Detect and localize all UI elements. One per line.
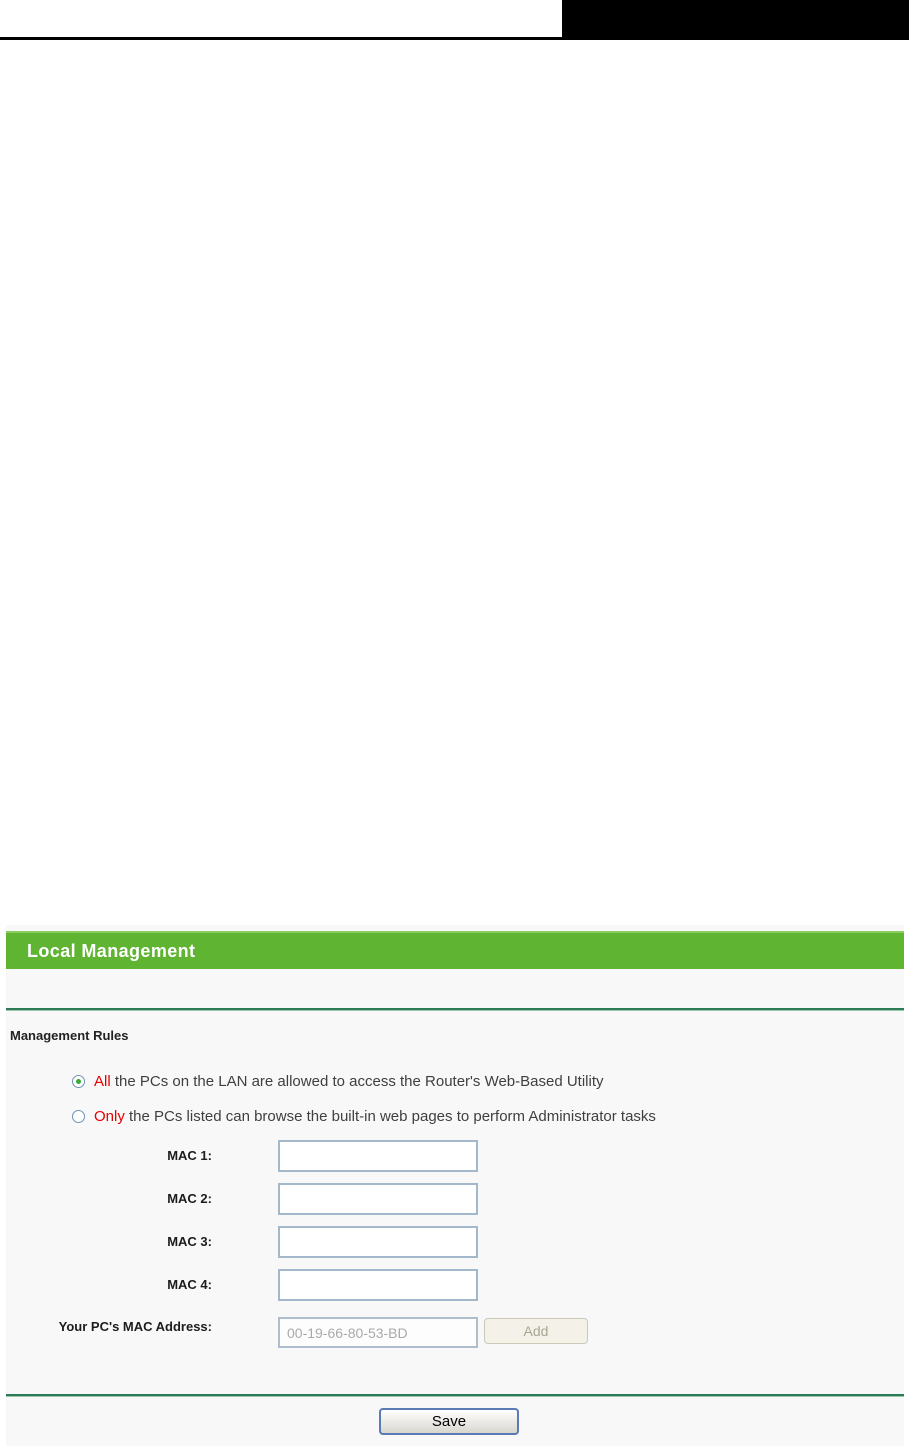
- separator-top: [6, 1008, 904, 1011]
- pc-mac-address-input[interactable]: [278, 1317, 478, 1348]
- radio-only-text: the PCs listed can browse the built-in web pages to perform Administrator tasks: [124, 1107, 656, 1125]
- mac-2-input[interactable]: [278, 1183, 478, 1215]
- radio-all-highlight: All: [94, 1072, 111, 1090]
- section-label: Management Rules: [10, 1028, 129, 1043]
- redacted-header-block: [562, 0, 909, 39]
- radio-all-text: the PCs on the LAN are allowed to access the Router's Web-Based Utility: [110, 1072, 604, 1090]
- radio-option-all-label: [94, 1073, 604, 1090]
- mac-4-input[interactable]: [278, 1269, 478, 1301]
- radio-option-only-label: [94, 1108, 656, 1125]
- save-button[interactable]: Save: [379, 1408, 519, 1435]
- local-management-panel: [6, 925, 904, 1446]
- mac-1-input[interactable]: [278, 1140, 478, 1172]
- mac-3-label: MAC 3:: [167, 1234, 212, 1249]
- mac-4-label: MAC 4:: [167, 1277, 212, 1292]
- pc-mac-address-label: Your PC's MAC Address:: [58, 1319, 212, 1334]
- radio-only-highlight: Only: [94, 1107, 125, 1125]
- radio-button-all-selected[interactable]: [72, 1075, 85, 1088]
- page-header-rule: [0, 37, 909, 40]
- radio-option-all[interactable]: [72, 1073, 604, 1089]
- page-title: [6, 931, 904, 969]
- add-button[interactable]: Add: [484, 1318, 588, 1344]
- page-title-text: Local Management: [27, 941, 196, 961]
- radio-button-only-unselected[interactable]: [72, 1110, 85, 1123]
- separator-bottom: [6, 1394, 904, 1397]
- mac-2-label: MAC 2:: [167, 1191, 212, 1206]
- radio-option-only[interactable]: [72, 1108, 656, 1124]
- mac-3-input[interactable]: [278, 1226, 478, 1258]
- mac-1-label: MAC 1:: [167, 1148, 212, 1163]
